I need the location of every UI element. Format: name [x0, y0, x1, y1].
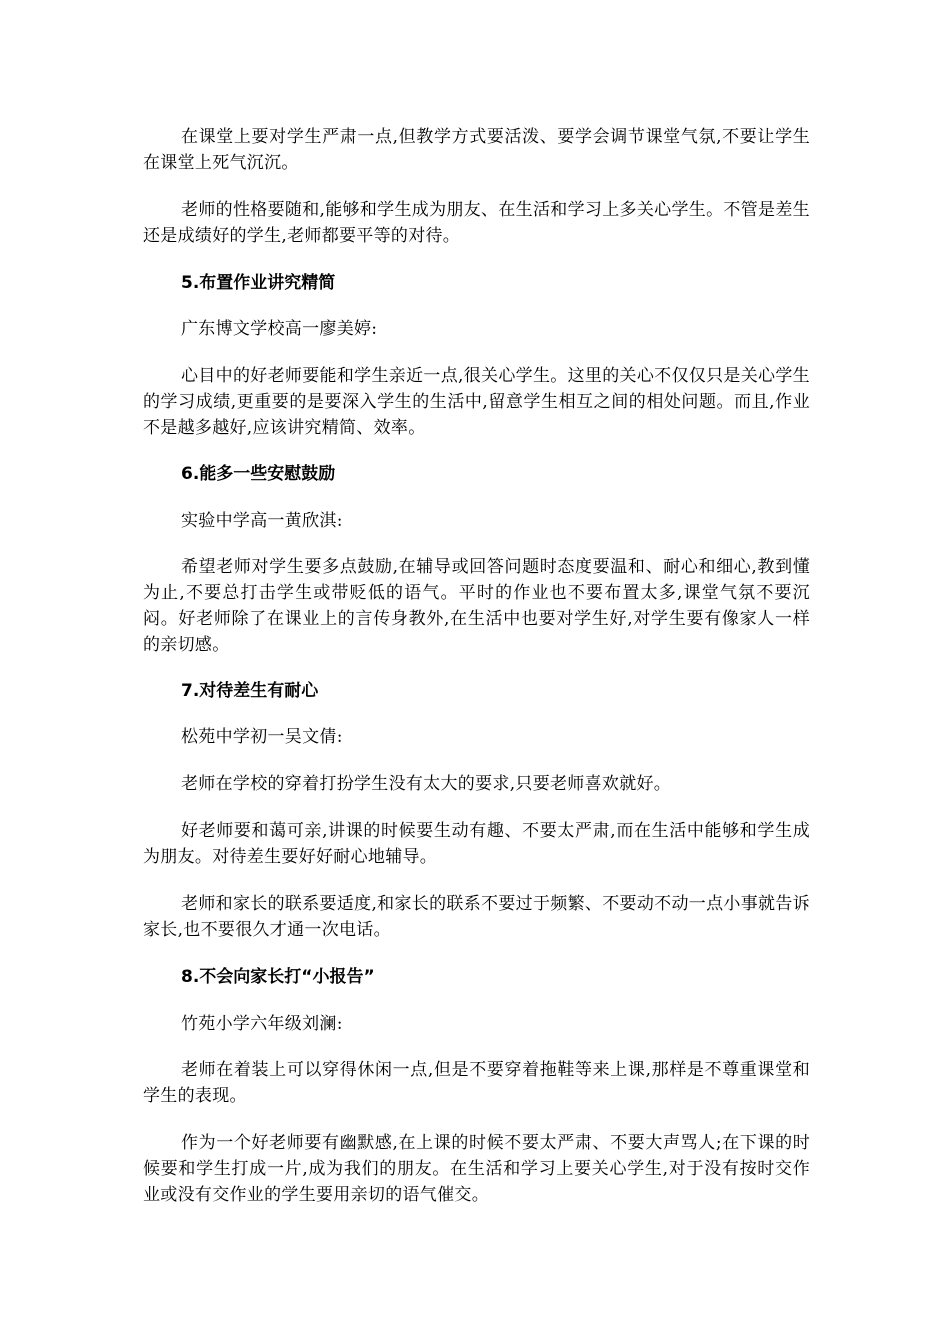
section-heading-6: 6.能多一些安慰鼓励: [181, 464, 336, 484]
paragraph-teacher-personality: 老师的性格要随和,能够和学生成为朋友、在生活和学习上多关心学生。不管是差生还是成绩好的学生,老师都要平等的对待。: [143, 200, 810, 246]
paragraph-student-attribution-7: 松苑中学初一吴文倩:: [181, 727, 343, 747]
paragraph-patience-with-students: 好老师要和蔼可亲,讲课的时候要生动有趣、不要太严肃,而在生活中能够和学生成为朋友。对待差生要好好耐心地辅导。: [143, 821, 810, 867]
paragraph-humor-and-care: 作为一个好老师要有幽默感,在上课的时候不要太严肃、不要大声骂人;在下课的时候要和学生打成一片,成为我们的朋友。在生活和学习上要关心学生,对于没有按时交作业或没有交作业的学生要用亲切的语气催交。: [143, 1133, 810, 1205]
paragraph-encouragement: 希望老师对学生要多点鼓励,在辅导或回答问题时态度要温和、耐心和细心,教到懂为止,不要总打击学生或带贬低的语气。平时的作业也不要布置太多,课堂气氛不要沉闷。好老师除了在课业上的言传身教外,在生活中也要对学生好,对学生要有像家人一样的亲切感。: [143, 557, 810, 655]
section-heading-8: 8.不会向家长打“小报告”: [181, 967, 375, 987]
paragraph-parent-contact: 老师和家长的联系要适度,和家长的联系不要过于频繁、不要动不动一点小事就告诉家长,也不要很久才通一次电话。: [143, 894, 810, 940]
paragraph-student-attribution-6: 实验中学高一黄欣淇:: [181, 511, 343, 531]
paragraph-student-attribution-8: 竹苑小学六年级刘澜:: [181, 1014, 343, 1034]
section-heading-7: 7.对待差生有耐心: [181, 681, 319, 701]
paragraph-teacher-attire: 老师在学校的穿着打扮学生没有太大的要求,只要老师喜欢就好。: [181, 774, 672, 794]
paragraph-student-attribution-5: 广东博文学校高一廖美婷:: [181, 319, 378, 339]
section-heading-5: 5.布置作业讲究精简: [181, 273, 336, 293]
paragraph-homework-concise: 心目中的好老师要能和学生亲近一点,很关心学生。这里的关心不仅仅只是关心学生的学习成绩,更重要的是要深入学生的生活中,留意学生相互之间的相处问题。而且,作业不是越多越好,应该讲究精简、效率。: [143, 366, 810, 438]
paragraph-dress-casual: 老师在着装上可以穿得休闲一点,但是不要穿着拖鞋等来上课,那样是不尊重课堂和学生的表现。: [143, 1060, 810, 1106]
paragraph-classroom-atmosphere: 在课堂上要对学生严肃一点,但教学方式要活泼、要学会调节课堂气氛,不要让学生在课堂上死气沉沉。: [143, 127, 810, 173]
